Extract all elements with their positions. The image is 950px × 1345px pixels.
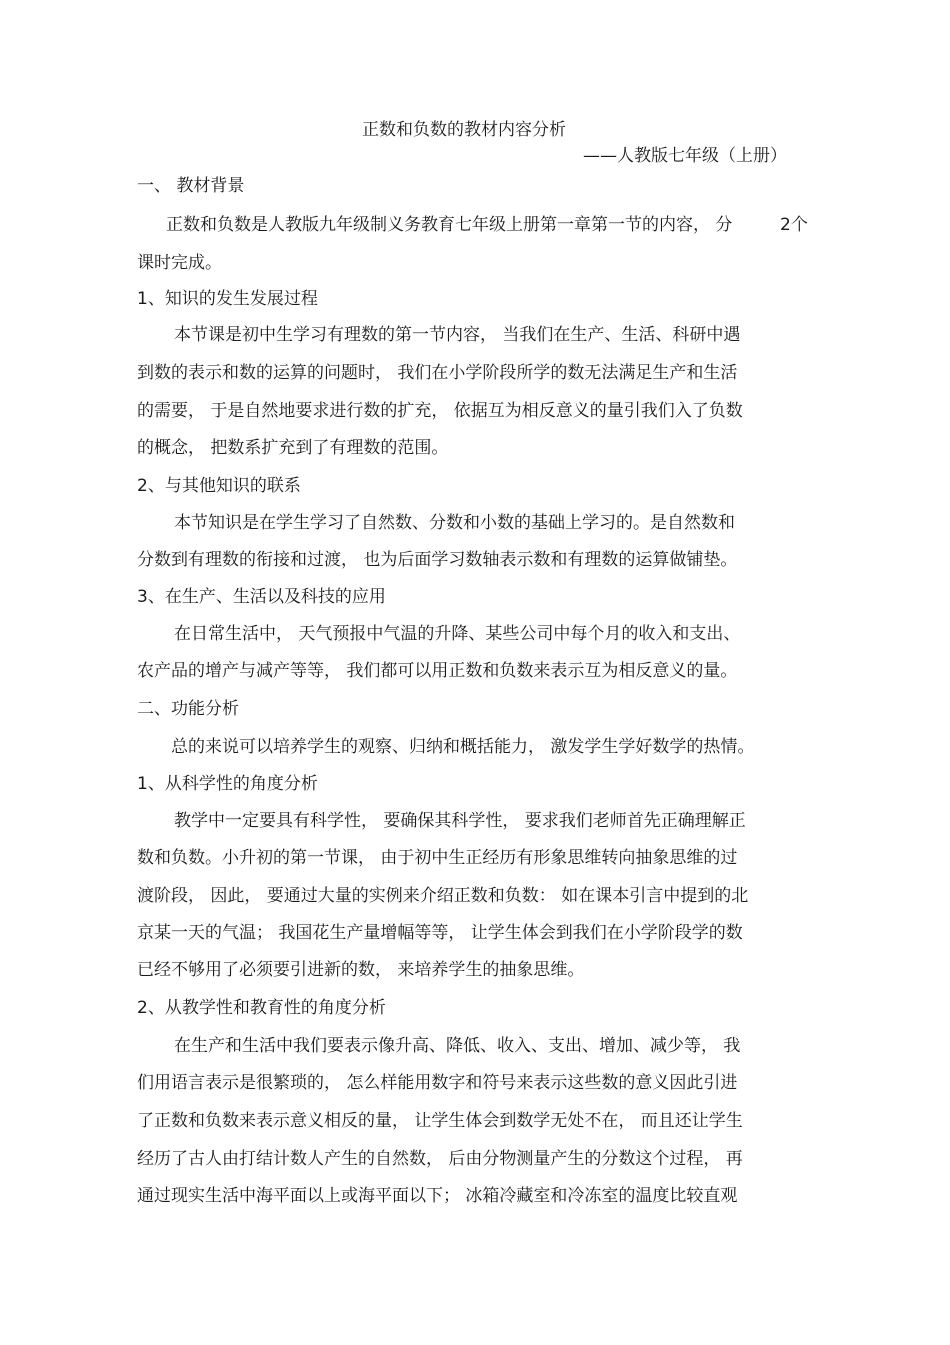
paragraph-line: 总的来说可以培养学生的观察、归纳和概括能力， 激发学生学好数学的热情。 bbox=[171, 737, 755, 757]
subsection-heading: 3、在生产、生活以及科技的应用 bbox=[137, 587, 386, 607]
paragraph-line: 了正数和负数来表示意义相反的量， 让学生体会到数学无处不在， 而且还让学生 bbox=[137, 1111, 743, 1131]
paragraph-line: 已经不够用了必须要引进新的数， 来培养学生的抽象思维。 bbox=[137, 960, 585, 980]
paragraph-line: 本节知识是在学生学习了自然数、分数和小数的基础上学习的。是自然数和 bbox=[174, 513, 735, 533]
paragraph-line: 京某一天的气温； 我国花生产量增幅等等， 让学生体会到我们在小学阶段学的数 bbox=[137, 923, 743, 943]
paragraph-line: 教学中一定要具有科学性， 要确保其科学性， 要求我们老师首先正确理解正 bbox=[174, 811, 746, 831]
section-heading: 一、 教材背景 bbox=[137, 176, 245, 196]
subsection-heading: 2、与其他知识的联系 bbox=[137, 476, 301, 496]
paragraph-line: 们用语言表示是很繁琐的， 怎么样能用数字和符号来表示这些数的意义因此引进 bbox=[137, 1073, 738, 1093]
paragraph-line: 在日常生活中， 天气预报中气温的升降、某些公司中每个月的收入和支出、 bbox=[174, 624, 741, 644]
subsection-heading: 1、知识的发生发展过程 bbox=[137, 289, 318, 309]
paragraph-line: 通过现实生活中海平面以上或海平面以下； 冰箱冷藏室和冷冻室的温度比较直观 bbox=[137, 1186, 738, 1206]
paragraph-line: 渡阶段， 因此， 要通过大量的实例来介绍正数和负数： 如在课本引言中提到的北 bbox=[137, 886, 749, 906]
paragraph-line: 到数的表示和数的运算的问题时， 我们在小学阶段所学的数无法满足生产和生活 bbox=[137, 363, 738, 383]
document-subtitle: ——人教版七年级（上册） bbox=[583, 146, 787, 166]
document-title: 正数和负数的教材内容分析 bbox=[362, 120, 566, 140]
paragraph-line: 的需要， 于是自然地要求进行数的扩充， 依据互为相反意义的量引我们入了负数 bbox=[137, 401, 743, 421]
paragraph-line: 正数和负数是人教版九年级制义务教育七年级上册第一章第一节的内容， 分 bbox=[166, 215, 733, 235]
paragraph-line: 分数到有理数的衔接和过渡， 也为后面学习数轴表示数和有理数的运算做铺垫。 bbox=[137, 550, 738, 570]
subsection-heading: 2、从教学性和教育性的角度分析 bbox=[137, 998, 386, 1018]
paragraph-line: 农产品的增产与减产等等， 我们都可以用正数和负数来表示互为相反意义的量。 bbox=[137, 661, 738, 681]
section-heading: 二、功能分析 bbox=[137, 699, 239, 719]
paragraph-line: 在生产和生活中我们要表示像升高、降低、收入、支出、增加、减少等， 我 bbox=[174, 1036, 741, 1056]
paragraph-line: 本节课是初中生学习有理数的第一节内容， 当我们在生产、生活、科研中遇 bbox=[174, 325, 741, 345]
paragraph-line: 课时完成。 bbox=[137, 253, 222, 273]
paragraph-line: 2个 bbox=[780, 215, 808, 235]
paragraph-line: 的概念， 把数系扩充到了有理数的范围。 bbox=[137, 438, 449, 458]
paragraph-line: 数和负数。小升初的第一节课， 由于初中生正经历有形象思维转向抽象思维的过 bbox=[137, 848, 738, 868]
subsection-heading: 1、从科学性的角度分析 bbox=[137, 774, 318, 794]
paragraph-line: 经历了古人由打结计数人产生的自然数， 后由分物测量产生的分数这个过程， 再 bbox=[137, 1149, 743, 1169]
